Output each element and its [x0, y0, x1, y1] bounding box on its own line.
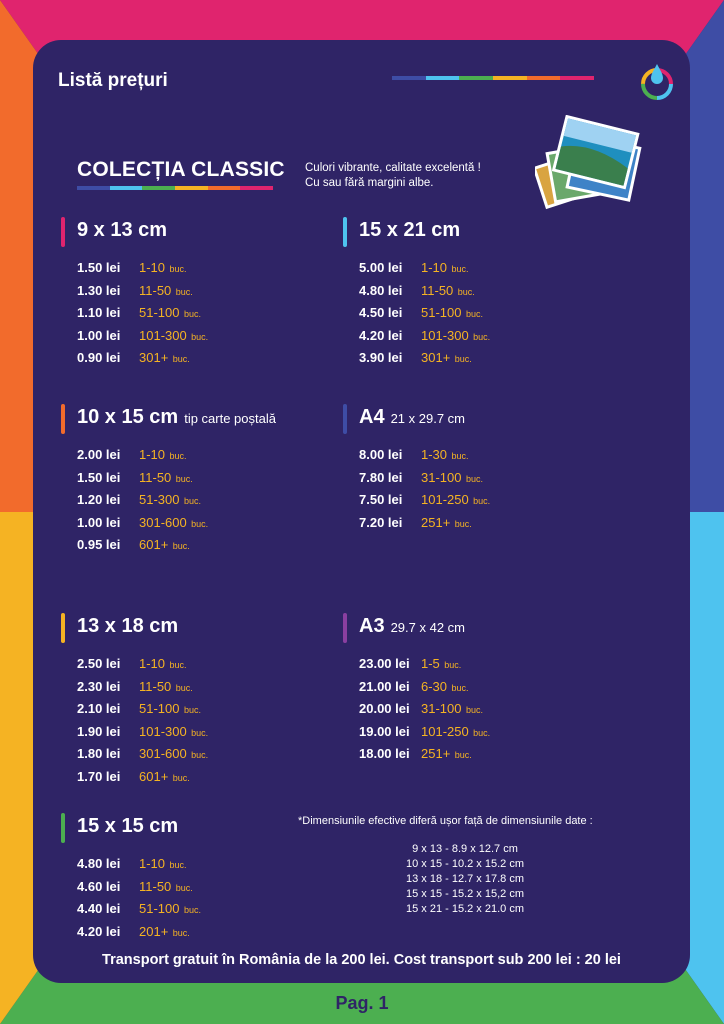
- price-row: [359, 327, 490, 350]
- price-row: [77, 536, 208, 559]
- price-row: [77, 259, 208, 282]
- quantity-range: 101-250: [421, 492, 469, 508]
- quantity-unit: buc.: [454, 750, 472, 761]
- section-heading: [77, 406, 276, 429]
- price-row: [359, 723, 490, 746]
- price-list: [359, 655, 490, 768]
- price-row: [359, 304, 490, 327]
- quantity-range: 11-50: [421, 282, 454, 298]
- quantity-range: 51-100: [421, 305, 462, 321]
- quantity-range: 301-600: [139, 746, 187, 762]
- quantity-unit: buc.: [175, 473, 193, 484]
- price-row: [359, 259, 490, 282]
- price-list: [77, 655, 208, 791]
- quantity-range: 601+: [139, 768, 169, 784]
- price-value: 1.70 lei: [77, 768, 121, 784]
- quantity-unit: buc.: [454, 354, 472, 365]
- quantity-range: 11-50: [139, 678, 172, 694]
- price-row: [77, 349, 208, 372]
- price-row: [77, 469, 208, 492]
- price-value: 1.80 lei: [77, 746, 121, 762]
- quantity-unit: buc.: [172, 354, 190, 365]
- quantity-range: 601+: [139, 537, 169, 553]
- section-title: A3: [359, 615, 385, 637]
- section-subtitle: 29.7 x 42 cm: [390, 620, 466, 635]
- quantity-range: 51-100: [139, 901, 180, 917]
- section-heading: [359, 615, 465, 638]
- quantity-range: 1-5: [421, 656, 440, 671]
- price-row: [359, 349, 490, 372]
- price-row: [359, 655, 490, 678]
- collection-description-line2: Cu sau fără margini albe.: [305, 177, 434, 189]
- dimension-item: 15 x 21 - 15.2 x 21.0 cm: [405, 903, 524, 915]
- price-row: [359, 446, 490, 469]
- price-value: 1.30 lei: [77, 282, 121, 298]
- price-value: 4.60 lei: [77, 878, 121, 894]
- price-value: 1.10 lei: [77, 305, 121, 321]
- collection-description: [305, 161, 481, 191]
- section-accent-bar: [61, 404, 65, 434]
- price-list: [77, 446, 208, 559]
- quantity-range: 1-10: [421, 260, 448, 275]
- dimension-item: 15 x 15 - 15.2 x 15,2 cm: [405, 888, 524, 900]
- quantity-range: 301+: [139, 350, 169, 366]
- quantity-range: 31-100: [421, 701, 462, 717]
- quantity-range: 301+: [421, 350, 451, 366]
- quantity-range: 51-100: [139, 305, 180, 321]
- section-heading: [77, 219, 167, 242]
- price-list: [77, 259, 208, 372]
- price-value: 7.80 lei: [359, 469, 403, 485]
- quantity-unit: buc.: [457, 286, 475, 297]
- section-title: A4: [359, 406, 385, 428]
- section-title: 15 x 15 cm: [77, 815, 179, 837]
- quantity-unit: buc.: [169, 451, 187, 461]
- page-number: Pag. 1: [335, 993, 389, 1013]
- section-title: 9 x 13 cm: [77, 219, 168, 241]
- price-value: 4.20 lei: [359, 327, 403, 343]
- quantity-unit: buc.: [172, 927, 190, 938]
- quantity-range: 11-50: [139, 282, 172, 298]
- price-value: 1.50 lei: [77, 469, 121, 485]
- price-value: 0.90 lei: [77, 350, 121, 366]
- price-row: [359, 745, 490, 768]
- price-value: 1.00 lei: [77, 327, 121, 343]
- price-row: [359, 491, 490, 514]
- price-list: [359, 259, 490, 372]
- quantity-unit: buc.: [175, 682, 193, 693]
- quantity-unit: buc.: [169, 860, 187, 870]
- price-row: [77, 923, 201, 946]
- quantity-unit: buc.: [473, 727, 491, 738]
- quantity-range: 1-10: [139, 856, 166, 871]
- price-value: 2.30 lei: [77, 678, 121, 694]
- price-value: 1.50 lei: [77, 260, 121, 275]
- section-title: 13 x 18 cm: [77, 615, 179, 637]
- quantity-range: 101-250: [421, 723, 469, 739]
- price-row: [77, 878, 201, 901]
- dimension-item: 10 x 15 - 10.2 x 15.2 cm: [405, 858, 524, 870]
- page-title: Listă prețuri: [58, 70, 168, 91]
- transport-info: Transport gratuit în România de la 200 lei. Cost transport sub 200 lei : 20 lei: [102, 952, 621, 968]
- price-value: 4.80 lei: [77, 856, 121, 871]
- quantity-range: 1-10: [139, 260, 166, 275]
- section-title: 15 x 21 cm: [359, 219, 461, 241]
- collection-description-line1: Culori vibrante, calitate excelentă !: [305, 162, 481, 174]
- quantity-unit: buc.: [172, 541, 190, 552]
- quantity-range: 1-10: [139, 447, 166, 462]
- section-accent-bar: [343, 613, 347, 643]
- price-value: 4.80 lei: [359, 282, 403, 298]
- quantity-unit: buc.: [465, 473, 483, 484]
- collection-rainbow-underline: [77, 186, 273, 190]
- photo-stack-image: [535, 115, 645, 215]
- quantity-unit: buc.: [169, 264, 187, 274]
- header-rainbow-divider: [392, 76, 594, 80]
- section-accent-bar: [61, 613, 65, 643]
- price-list: [77, 855, 201, 945]
- price-value: 20.00 lei: [359, 701, 410, 717]
- price-value: 2.10 lei: [77, 701, 121, 717]
- quantity-unit: buc.: [191, 750, 209, 761]
- price-value: 4.20 lei: [77, 923, 121, 939]
- quantity-range: 6-30: [421, 678, 448, 694]
- price-row: [359, 678, 490, 701]
- price-value: 2.00 lei: [77, 447, 121, 462]
- quantity-range: 1-30: [421, 447, 448, 462]
- price-value: 5.00 lei: [359, 260, 403, 275]
- quantity-unit: buc.: [444, 660, 462, 670]
- quantity-unit: buc.: [191, 518, 209, 529]
- quantity-unit: buc.: [465, 705, 483, 716]
- section-subtitle: tip carte poștală: [184, 411, 276, 426]
- quantity-unit: buc.: [183, 705, 201, 716]
- price-value: 18.00 lei: [359, 746, 410, 762]
- section-accent-bar: [61, 217, 65, 247]
- price-row: [77, 678, 208, 701]
- quantity-range: 11-50: [139, 469, 172, 485]
- price-list: [359, 446, 490, 536]
- quantity-unit: buc.: [451, 264, 469, 274]
- section-heading: [77, 615, 178, 638]
- price-value: 0.95 lei: [77, 537, 121, 553]
- quantity-range: 251+: [421, 514, 451, 530]
- section-accent-bar: [343, 404, 347, 434]
- price-row: [359, 700, 490, 723]
- quantity-unit: buc.: [175, 882, 193, 893]
- price-value: 23.00 lei: [359, 656, 410, 671]
- quantity-unit: buc.: [451, 682, 469, 693]
- dimension-item: 9 x 13 - 8.9 x 12.7 cm: [412, 843, 518, 855]
- quantity-range: 11-50: [139, 878, 172, 894]
- price-value: 4.50 lei: [359, 305, 403, 321]
- price-row: [77, 304, 208, 327]
- quantity-unit: buc.: [172, 772, 190, 783]
- price-value: 8.00 lei: [359, 447, 403, 462]
- quantity-unit: buc.: [183, 496, 201, 507]
- quantity-unit: buc.: [473, 496, 491, 507]
- price-row: [359, 282, 490, 305]
- section-title: 10 x 15 cm: [77, 406, 179, 428]
- price-value: 19.00 lei: [359, 723, 410, 739]
- quantity-range: 51-300: [139, 492, 180, 508]
- price-value: 1.90 lei: [77, 723, 121, 739]
- brand-logo-icon: [641, 60, 673, 100]
- quantity-range: 51-100: [139, 701, 180, 717]
- price-row: [359, 469, 490, 492]
- price-row: [77, 514, 208, 537]
- dimension-note: *Dimensiunile efective diferă ușor față de dimensiunile date :: [298, 815, 593, 827]
- price-row: [77, 900, 201, 923]
- quantity-unit: buc.: [191, 727, 209, 738]
- price-row: [77, 446, 208, 469]
- quantity-unit: buc.: [169, 660, 187, 670]
- quantity-range: 301-600: [139, 514, 187, 530]
- quantity-range: 251+: [421, 746, 451, 762]
- price-value: 3.90 lei: [359, 350, 403, 366]
- quantity-unit: buc.: [451, 451, 469, 461]
- price-value: 21.00 lei: [359, 678, 410, 694]
- dimension-list: [352, 842, 578, 917]
- price-value: 2.50 lei: [77, 656, 121, 671]
- price-value: 1.00 lei: [77, 514, 121, 530]
- price-row: [77, 855, 201, 878]
- section-accent-bar: [343, 217, 347, 247]
- quantity-range: 1-10: [139, 656, 166, 671]
- dimension-item: 13 x 18 - 12.7 x 17.8 cm: [405, 873, 524, 885]
- price-value: 7.20 lei: [359, 514, 403, 530]
- price-row: [77, 491, 208, 514]
- quantity-unit: buc.: [473, 331, 491, 342]
- price-row: [77, 768, 208, 791]
- section-subtitle: 21 x 29.7 cm: [390, 411, 466, 426]
- quantity-range: 201+: [139, 923, 169, 939]
- price-row: [77, 700, 208, 723]
- quantity-range: 101-300: [139, 327, 187, 343]
- price-row: [77, 282, 208, 305]
- quantity-unit: buc.: [454, 518, 472, 529]
- section-heading: [359, 219, 460, 242]
- quantity-range: 31-100: [421, 469, 462, 485]
- quantity-range: 101-300: [139, 723, 187, 739]
- price-row: [77, 327, 208, 350]
- price-value: 4.40 lei: [77, 901, 121, 917]
- quantity-unit: buc.: [175, 286, 193, 297]
- price-row: [77, 723, 208, 746]
- price-value: 1.20 lei: [77, 492, 121, 508]
- price-value: 7.50 lei: [359, 492, 403, 508]
- quantity-unit: buc.: [183, 905, 201, 916]
- quantity-unit: buc.: [191, 331, 209, 342]
- section-heading: [77, 815, 178, 838]
- price-row: [359, 514, 490, 537]
- quantity-unit: buc.: [183, 309, 201, 320]
- section-accent-bar: [61, 813, 65, 843]
- price-row: [77, 655, 208, 678]
- section-heading: [359, 406, 465, 429]
- price-row: [77, 745, 208, 768]
- quantity-unit: buc.: [465, 309, 483, 320]
- collection-title: COLECȚIA CLASSIC: [77, 158, 285, 181]
- quantity-range: 101-300: [421, 327, 469, 343]
